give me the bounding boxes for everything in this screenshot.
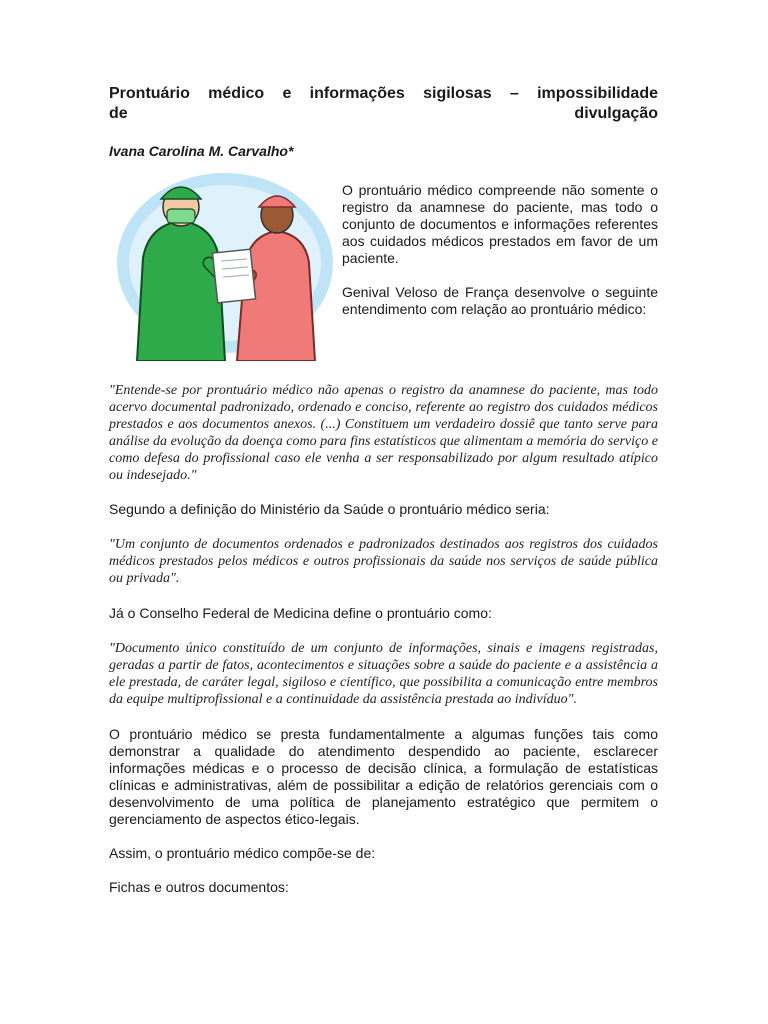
document-page [109, 84, 658, 896]
paragraph-funcoes: O prontuário médico se presta fundamentalmente a algumas funções tais como demonstrar a qualidade do atendimento despendido ao paciente, esclarecer informações médicas e o processo de decisão clínica, a formulação de estatísticas clínicas e administrativas, além de possibilitar a edição de relatórios gerenciais com o desenvolvimento de uma política de planejamento estratégico que permitem o gerenciamento de aspectos ético-legais. [109, 726, 658, 827]
intro-section [109, 163, 658, 382]
paragraph-ministerio: Segundo a definição do Ministério da Saúde o prontuário médico seria: [109, 501, 550, 517]
paragraph-fichas: Fichas e outros documentos: [109, 879, 289, 895]
intro-paragraph-1: O prontuário médico compreende não somente o registro da anamnese do paciente, mas todo o conjunto de documentos e informações referentes aos cuidados médicos prestados em favor de um paciente. [342, 182, 658, 266]
quote-conselho: "Documento único constituído de um conjunto de informações, sinais e imagens registradas, geradas a partir de fatos, acontecimentos e situações sobre a saúde do paciente e a assistência a ele prestada, de caráter legal, sigiloso e científico, que possibilita a comunicação entre membros da equipe multiprofissional e a continuidade da assistência prestada ao indivíduo". [109, 641, 658, 707]
quote-franca: "Entende-se por prontuário médico não apenas o registro da anamnese do paciente, mas todo acervo documental padronizado, ordenado e conciso, referente ao registro dos cuidados médicos prestados e aos documentos anexos. (...) Constituem um verdadeiro dossiê que tanto serve para análise da evolução da doença como para fins estatísticos que alimentam a memória do serviço e como defesa do profissional caso ele venha a ser responsabilizado por algum resultado atípico ou indesejado." [109, 383, 658, 483]
intro-text [342, 182, 658, 335]
document-title [109, 84, 658, 124]
medical-staff-illustration [109, 163, 342, 361]
paragraph-composicao: Assim, o prontuário médico compõe-se de: [109, 845, 376, 861]
author-name: Ivana Carolina M. Carvalho* [109, 143, 294, 159]
intro-paragraph-2: Genival Veloso de França desenvolve o seguinte entendimento com relação ao prontuário médico: [342, 284, 658, 317]
paragraph-conselho: Já o Conselho Federal de Medicina define o prontuário como: [109, 605, 492, 621]
quote-ministerio: "Um conjunto de documentos ordenados e padronizados destinados aos registros dos cuidados médicos prestados pelos médicos e outros profissionais da saúde nos serviços de saúde pública ou privada". [109, 537, 658, 586]
title-line-1: Prontuário médico e informações sigilosas – impossibilidade [109, 85, 658, 102]
title-line-2: de divulgação [109, 105, 658, 122]
